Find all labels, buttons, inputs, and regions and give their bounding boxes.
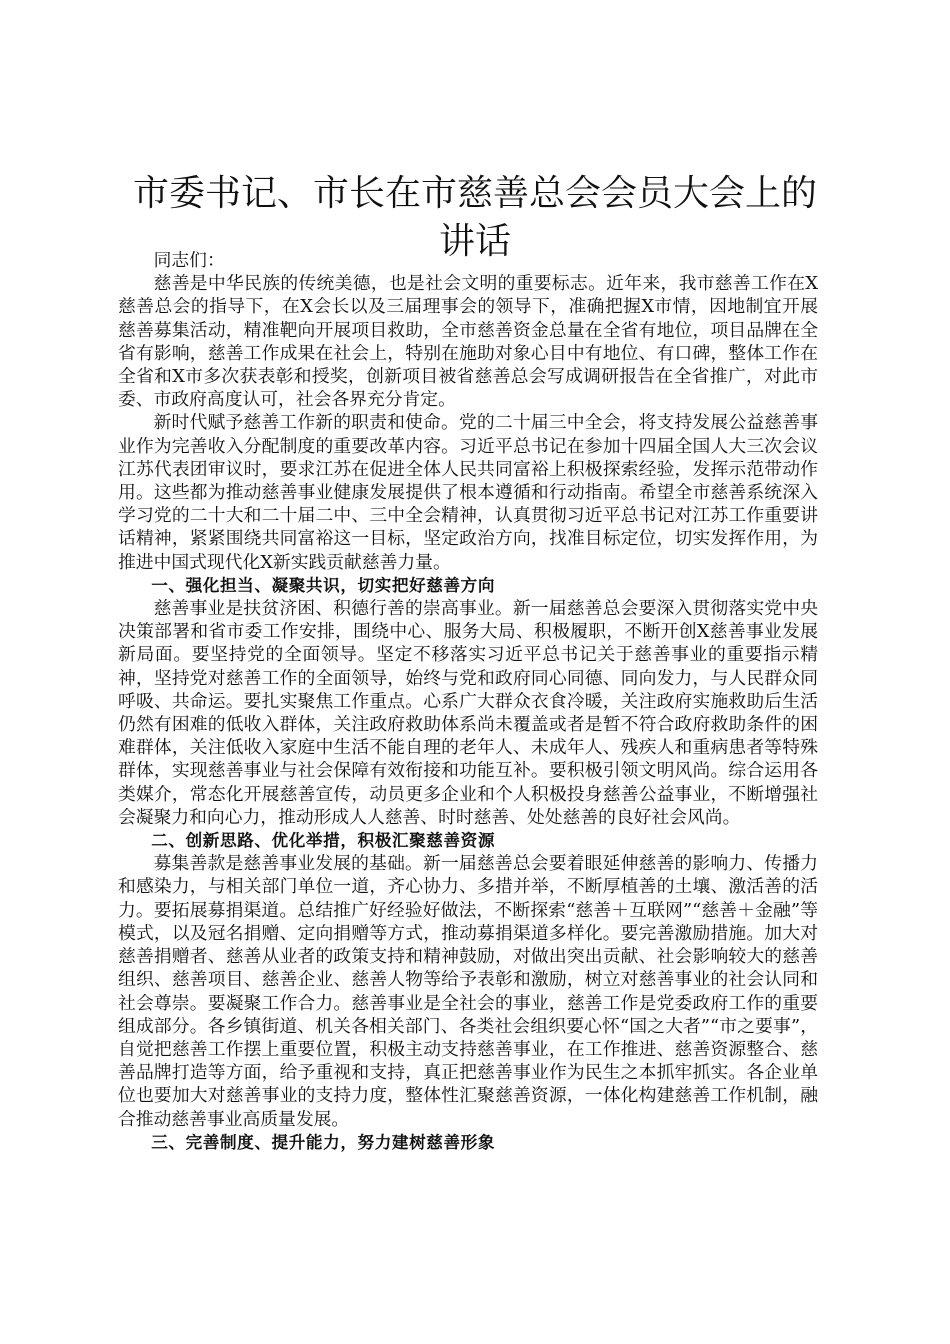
- intro-paragraph: 慈善是中华民族的传统美德，也是社会文明的重要标志。近年来，我市慈善工作在X慈善总会的指导下，在X会长以及三届理事会的领导下，准确把握X市情，因地制宜开展慈善募集活动，精准靶向开展项目救助，全市慈善资金总量在全省有地位，项目品牌在全省有影响，慈善工作成果在社会上，特别在施助对象心目中有地位、有口碑，整体工作在全省和X市多次获表彰和授奖，创新项目被省慈善总会写成调研报告在全省推广，对此市委、市政府高度认可，社会各界充分肯定。: [118, 273, 818, 411]
- section-heading: 三、完善制度、提升能力，努力建树慈善形象: [151, 1132, 496, 1152]
- section-paragraph: 募集善款是慈善事业发展的基础。新一届慈善总会要着眼延伸慈善的影响力、传播力和感染力，与相关部门单位一道，齐心协力、多措并举，不断厚植善的土壤、激活善的活力。要拓展募捐渠道。总结推广好经验好做法，不断探索“慈善＋互联网”“慈善＋金融”等模式，以及冠名捐赠、定向捐赠等方式，推动募捐渠道多样化。要完善激励措施。加大对慈善捐赠者、慈善从业者的政策支持和精神鼓励，对做出突出贡献、社会影响较大的慈善组织、慈善项目、慈善企业、慈善人物等给予表彰和激励，树立对慈善事业的社会认同和社会尊崇。要凝聚工作合力。慈善事业是全社会的事业，慈善工作是党委政府工作的重要组成部分。各乡镇街道、机关各相关部门、各类社会组织要心怀“国之大者”“市之要事”，自觉把慈善工作摆上重要位置，积极主动支持慈善事业，在工作推进、慈善资源整合、慈善品牌打造等方面，给予重视和支持，真正把慈善事业作为民生之本抓牢抓实。各企业单位也要加大对慈善事业的支持力度，整体性汇聚慈善资源，一体化构建慈善工作机制，融合推动慈善事业高质量发展。: [118, 853, 818, 1130]
- salutation: 同志们：: [153, 250, 225, 271]
- document-body: [118, 249, 818, 1154]
- document-title: 市委书记、市长在市慈善总会会员大会上的讲话: [132, 173, 817, 262]
- section-heading: 二、创新思路、优化举措，积极汇聚慈善资源: [151, 831, 496, 851]
- intro-paragraph: 新时代赋予慈善工作新的职责和使命。党的二十届三中全会，将支持发展公益慈善事业作为完善收入分配制度的重要改革内容。习近平总书记在参加十四届全国人大三次会议江苏代表团审议时，要求江苏在促进全体人民共同富裕上积极探索经验，发挥示范带动作用。这些都为推动慈善事业健康发展提供了根本遵循和行动指南。希望全市慈善系统深入学习党的二十大和二十届二中、三中全会精神，认真贯彻习近平总书记对江苏工作重要讲话精神，紧紧围绕共同富裕这一目标，坚定政治方向，找准目标定位，切实发挥作用，为推进中国式现代化X新实践贡献慈善力量。: [118, 412, 818, 573]
- section-paragraph: 慈善事业是扶贫济困、积德行善的崇高事业。新一届慈善总会要深入贯彻落实党中央决策部署和省市委工作安排，围绕中心、服务大局、积极履职，不断开创X慈善事业发展新局面。要坚持党的全面领导。坚定不移落实习近平总书记关于慈善事业的重要指示精神，坚持党对慈善工作的全面领导，始终与党和政府同心同德、同向发力，与人民群众同呼吸、共命运。要扎实聚焦工作重点。心系广大群众衣食冷暖，关注政府实施救助后生活仍然有困难的低收入群体，关注政府救助体系尚未覆盖或者是暂不符合政府救助条件的困难群体，关注低收入家庭中生活不能自理的老年人、未成年人、残疾人和重病患者等特殊群体，实现慈善事业与社会保障有效衔接和功能互补。要积极引领文明风尚。综合运用各类媒介，常态化开展慈善宣传，动员更多企业和个人积极投身慈善公益事业，不断增强社会凝聚力和向心力，推动形成人人慈善、时时慈善、处处慈善的良好社会风尚。: [118, 598, 818, 828]
- section-heading: 一、强化担当、凝聚共识，切实把好慈善方向: [151, 575, 496, 595]
